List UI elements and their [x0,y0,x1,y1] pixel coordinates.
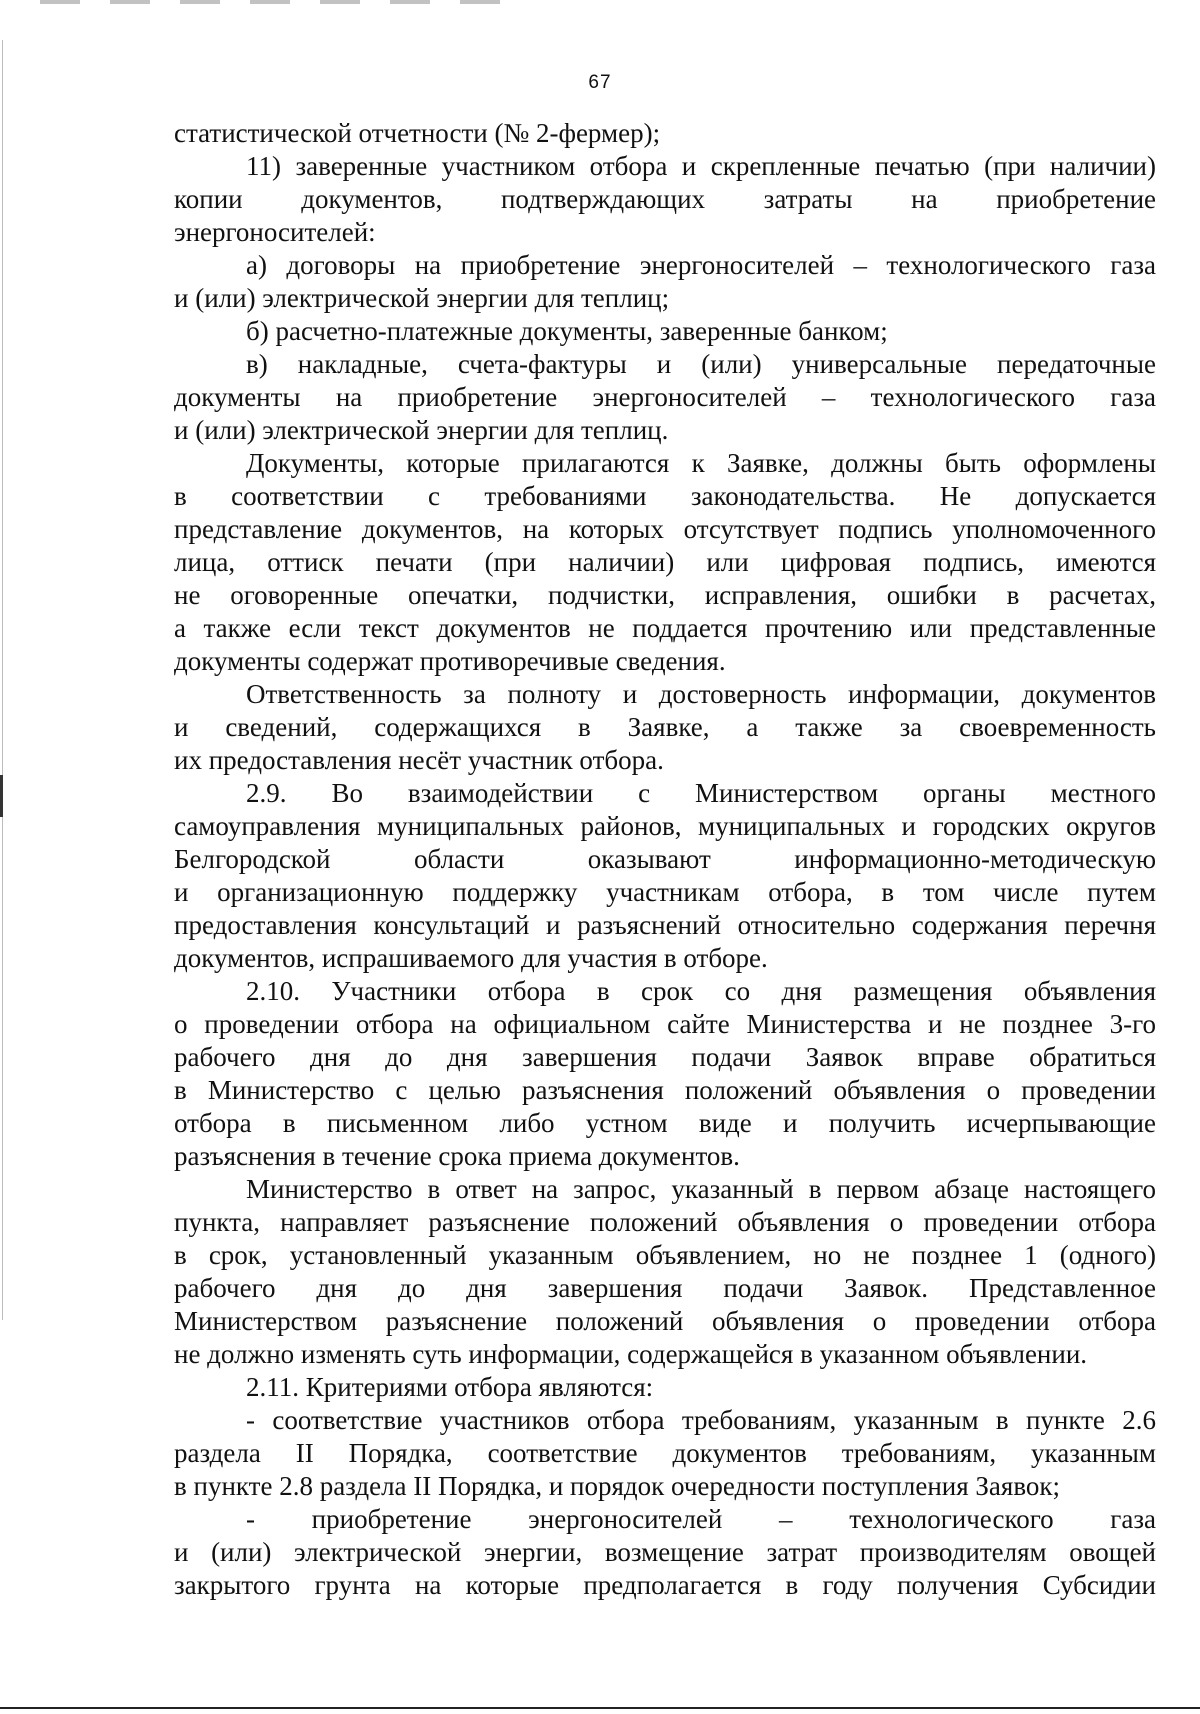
text-line: разъяснения в течение срока приема документов. [174,1141,740,1171]
text-line: о проведении отбора на официальном сайте Министерства и не позднее 3-го [174,1009,1156,1039]
text-line: 11) заверенные участником отбора и скрепленные печатью (при наличии) [246,151,1156,181]
text-line: их предоставления несёт участник отбора. [174,745,664,775]
text-line: рабочего дня до дня завершения подачи Заявок. Представленное [174,1273,1156,1303]
page-number: 67 [588,72,612,93]
text-line: и сведений, содержащихся в Заявке, а также за своевременность [174,712,1156,742]
text-line: Ответственность за полноту и достоверность информации, документов [246,679,1156,709]
text-line: Министерством разъяснение положений объявления о проведении отбора [174,1306,1156,1336]
text-line: лица, оттиск печати (при наличии) или цифровая подпись, имеются [174,547,1156,577]
text-line: 2.11. Критериями отбора являются: [246,1372,654,1402]
text-line: и (или) электрической энергии, возмещение затрат производителям овощей [174,1537,1156,1567]
text-line: представление документов, на которых отсутствует подпись уполномоченного [174,514,1156,544]
scan-top-edge-artifact [40,0,520,4]
text-line: Белгородской области оказывают информационно-методическую [174,844,1156,874]
text-line: статистической отчетности (№ 2-фермер); [174,118,661,148]
text-line: а также если текст документов не поддается прочтению или представленные [174,613,1156,643]
text-line: в соответствии с требованиями законодательства. Не допускается [174,481,1156,511]
scan-left-edge-line [2,40,3,1320]
text-line: Министерство в ответ на запрос, указанный в первом абзаце настоящего [246,1174,1156,1204]
text-line: в пункте 2.8 раздела II Порядка, и порядок очередности поступления Заявок; [174,1471,1061,1501]
text-line: закрытого грунта на которые предполагается в году получения Субсидии [174,1570,1156,1600]
text-line: копии документов, подтверждающих затраты на приобретение [174,184,1156,214]
text-line: - приобретение энергоносителей – технологического газа [246,1504,1156,1534]
scan-left-edge-mark [0,775,3,817]
text-line: рабочего дня до дня завершения подачи Заявок вправе обратиться [174,1042,1156,1072]
text-line: б) расчетно-платежные документы, заверенные банком; [246,316,888,346]
text-line: в Министерство с целью разъяснения положений объявления о проведении [174,1075,1156,1105]
text-line: энергоносителей: [174,217,376,247]
text-line: не оговоренные опечатки, подчистки, исправления, ошибки в расчетах, [174,580,1156,610]
text-line: пункта, направляет разъяснение положений объявления о проведении отбора [174,1207,1156,1237]
scan-bottom-edge-line [0,1707,1200,1709]
text-line: в срок, установленный указанным объявлением, но не позднее 1 (одного) [174,1240,1156,1270]
document-body-text [174,117,1156,1602]
text-line: документов, испрашиваемого для участия в отборе. [174,943,768,973]
text-line: и (или) электрической энергии для теплиц. [174,415,669,445]
text-line: документы на приобретение энергоносителей – технологического газа [174,382,1156,412]
text-line: в) накладные, счета-фактуры и (или) универсальные передаточные [246,349,1156,379]
text-line: не должно изменять суть информации, содержащейся в указанном объявлении. [174,1339,1088,1369]
text-line: документы содержат противоречивые сведения. [174,646,726,676]
text-line: Документы, которые прилагаются к Заявке, должны быть оформлены [246,448,1156,478]
text-line: - соответствие участников отбора требованиям, указанным в пункте 2.6 [246,1405,1156,1435]
text-line: раздела II Порядка, соответствие документов требованиям, указанным [174,1438,1156,1468]
text-line: самоуправления муниципальных районов, муниципальных и городских округов [174,811,1156,841]
text-line: а) договоры на приобретение энергоносителей – технологического газа [246,250,1156,280]
text-line: 2.10. Участники отбора в срок со дня размещения объявления [246,976,1156,1006]
text-line: предоставления консультаций и разъяснений относительно содержания перечня [174,910,1156,940]
text-line: и организационную поддержку участникам отбора, в том числе путем [174,877,1156,907]
text-line: отбора в письменном либо устном виде и получить исчерпывающие [174,1108,1156,1138]
text-line: и (или) электрической энергии для теплиц; [174,283,670,313]
text-line: 2.9. Во взаимодействии с Министерством органы местного [246,778,1156,808]
